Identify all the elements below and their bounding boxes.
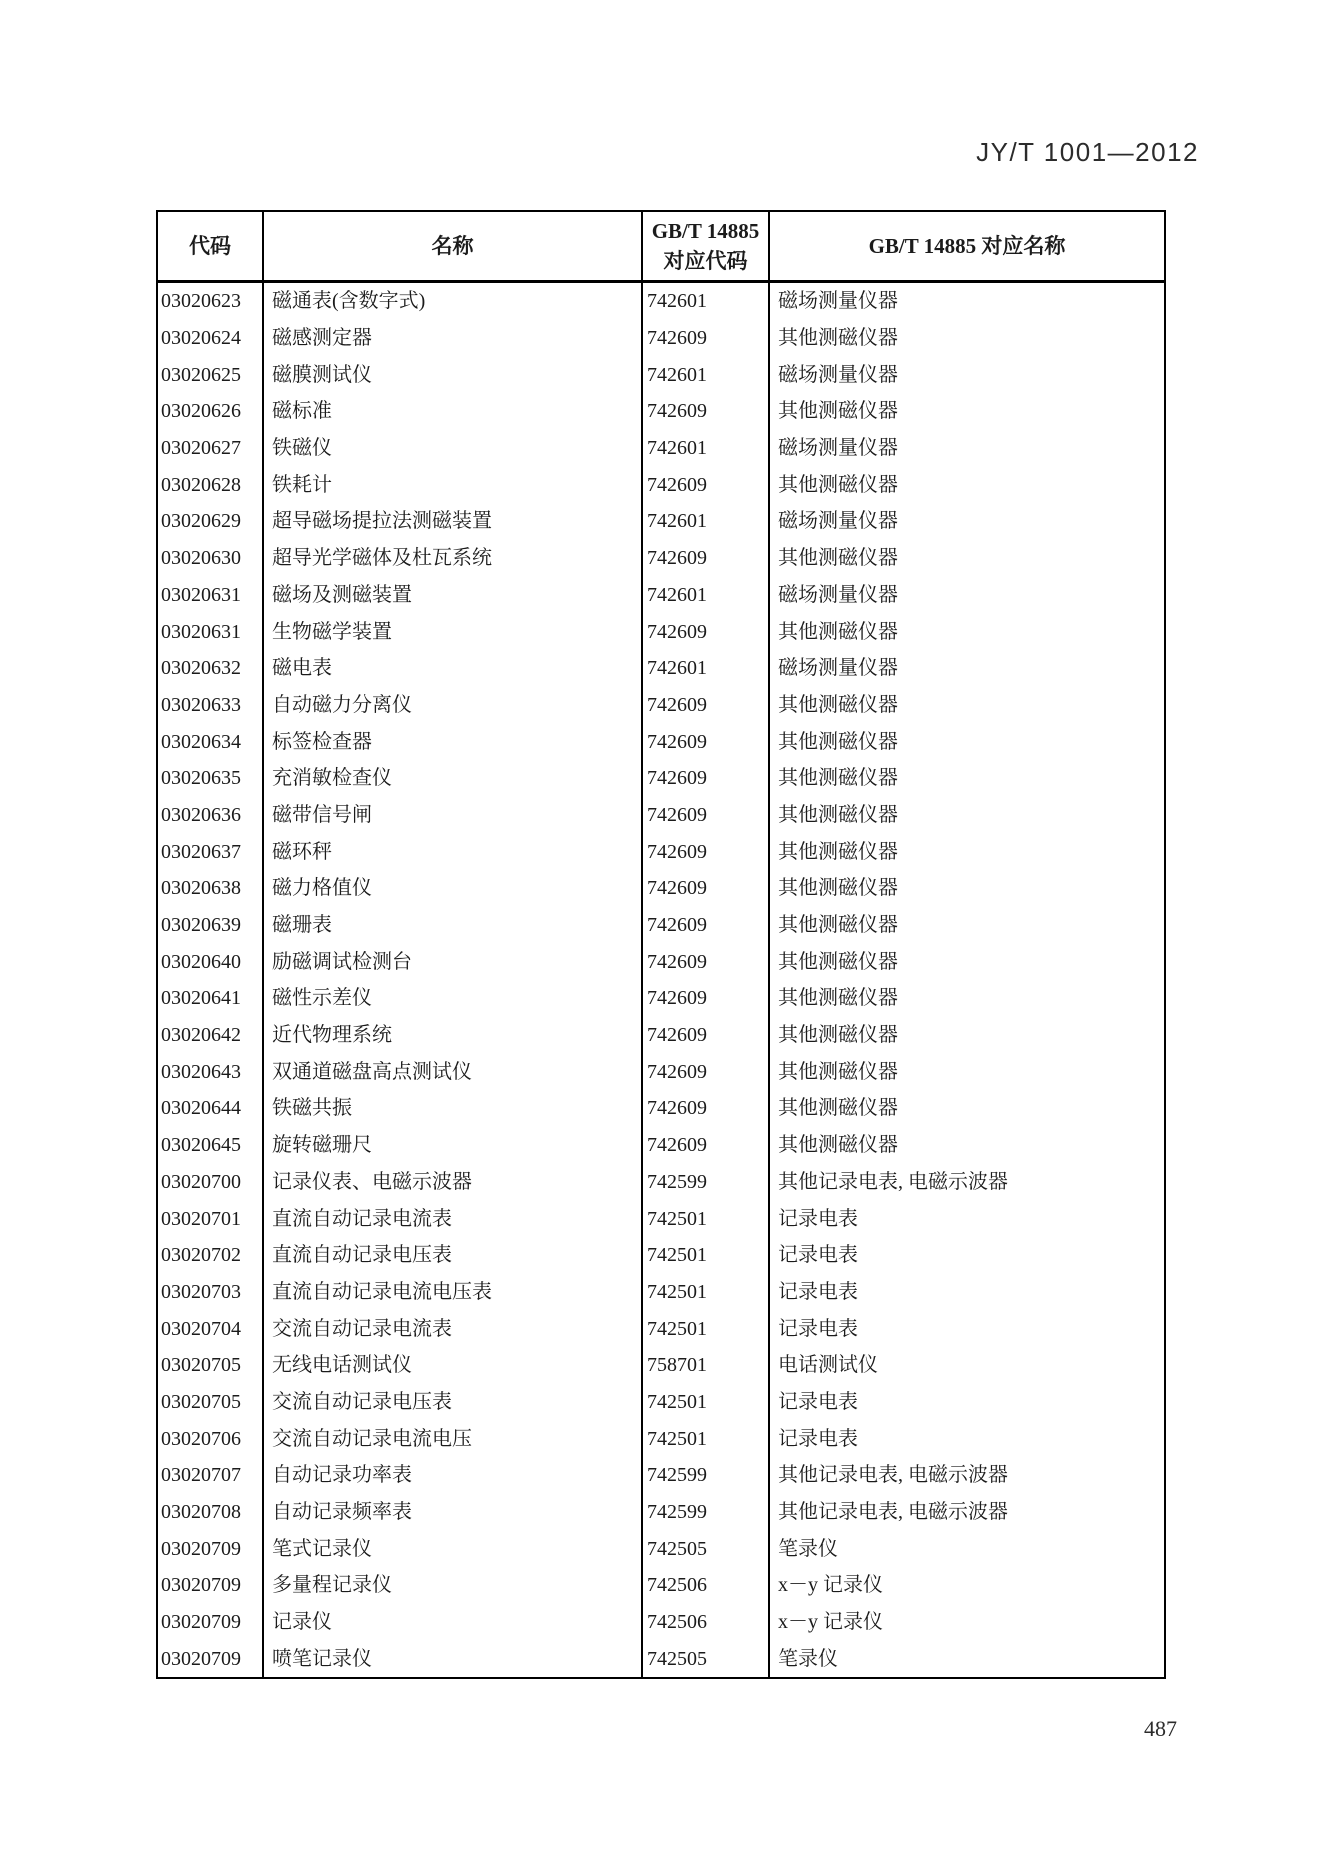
table-row [158, 1347, 1164, 1384]
table-row [158, 1384, 1164, 1421]
cell-gb-code: 742609 [643, 613, 770, 650]
table-row [158, 1090, 1164, 1127]
cell-name: 超导磁场提拉法测磁装置 [264, 503, 643, 540]
cell-gb-name: 记录电表 [778, 1244, 858, 1267]
cell-gb-name: 磁场测量仪器 [778, 510, 898, 533]
table-row [158, 540, 1164, 577]
cell-name: 磁环秤 [264, 833, 643, 870]
standard-number: JY/T 1001—2012 [976, 137, 1199, 167]
cell-name: 无线电话测试仪 [264, 1347, 643, 1384]
cell-code: 03020705 [158, 1384, 264, 1421]
table-row [158, 980, 1164, 1017]
cell-code: 03020705 [158, 1347, 264, 1384]
cell-gb-name: 其他测磁仪器 [778, 400, 898, 423]
cell-name: 铁磁共振 [264, 1090, 643, 1127]
cell-code: 03020703 [158, 1274, 264, 1311]
cell-code: 03020709 [158, 1567, 264, 1604]
cell-gb-code: 742501 [643, 1237, 770, 1274]
column-header-gb-name: GB/T 14885 对应名称 [868, 233, 1066, 258]
table-row [158, 503, 1164, 540]
cell-name: 充消敏检查仪 [264, 760, 643, 797]
cell-gb-code: 758701 [643, 1347, 770, 1384]
cell-gb-code: 742601 [643, 430, 770, 467]
cell-gb-name: 其他测磁仪器 [778, 1097, 898, 1120]
cell-gb-code: 742505 [643, 1530, 770, 1567]
cell-name: 自动记录功率表 [264, 1457, 643, 1494]
cell-name: 励磁调试检测台 [264, 943, 643, 980]
cell-gb-name: 其他测磁仪器 [778, 987, 898, 1010]
cell-gb-name: 其他测磁仪器 [778, 1024, 898, 1047]
cell-code: 03020700 [158, 1164, 264, 1201]
cell-code: 03020642 [158, 1017, 264, 1054]
table-row [158, 613, 1164, 650]
cell-gb-name: 其他测磁仪器 [778, 327, 898, 350]
table-row [158, 466, 1164, 503]
table-row [158, 1053, 1164, 1090]
table-row [158, 907, 1164, 944]
table-row [158, 687, 1164, 724]
cell-name: 多量程记录仪 [264, 1567, 643, 1604]
cell-gb-name: 磁场测量仪器 [778, 363, 898, 386]
cell-code: 03020624 [158, 320, 264, 357]
cell-code: 03020637 [158, 833, 264, 870]
cell-gb-name: 记录电表 [778, 1317, 858, 1340]
page-number: 487 [1144, 1716, 1177, 1741]
cell-gb-name: 其他测磁仪器 [778, 1134, 898, 1157]
cell-name: 磁场及测磁装置 [264, 577, 643, 614]
cell-code: 03020629 [158, 503, 264, 540]
cell-gb-code: 742501 [643, 1310, 770, 1347]
cell-code: 03020635 [158, 760, 264, 797]
column-header-gb-code-line1: GB/T 14885 [651, 218, 760, 243]
cell-name: 生物磁学装置 [264, 613, 643, 650]
cell-code: 03020631 [158, 613, 264, 650]
cell-gb-code: 742501 [643, 1420, 770, 1457]
table-row [158, 943, 1164, 980]
table-row [158, 833, 1164, 870]
cell-code: 03020702 [158, 1237, 264, 1274]
cell-code: 03020634 [158, 723, 264, 760]
cell-code: 03020701 [158, 1200, 264, 1237]
table-row [158, 1530, 1164, 1567]
cell-code: 03020704 [158, 1310, 264, 1347]
table-body [158, 283, 1164, 1677]
column-header-gb-code [643, 212, 770, 280]
cell-code: 03020632 [158, 650, 264, 687]
cell-code: 03020639 [158, 907, 264, 944]
cell-name: 笔式记录仪 [264, 1530, 643, 1567]
cell-code: 03020708 [158, 1494, 264, 1531]
cell-gb-name: 其他测磁仪器 [778, 840, 898, 863]
cell-name: 近代物理系统 [264, 1017, 643, 1054]
cell-code: 03020644 [158, 1090, 264, 1127]
cell-gb-name: 记录电表 [778, 1427, 858, 1450]
cell-gb-name: 其他测磁仪器 [778, 547, 898, 570]
table-header-row [158, 212, 1164, 283]
cell-name: 直流自动记录电流表 [264, 1200, 643, 1237]
cell-name: 磁带信号闸 [264, 797, 643, 834]
cell-code: 03020706 [158, 1420, 264, 1457]
table-row [158, 393, 1164, 430]
cell-code: 03020645 [158, 1127, 264, 1164]
cell-gb-name: 其他测磁仪器 [778, 1060, 898, 1083]
table-row [158, 320, 1164, 357]
table-row [158, 1237, 1164, 1274]
cell-gb-name: 磁场测量仪器 [778, 290, 898, 313]
cell-gb-code: 742601 [643, 283, 770, 320]
cell-gb-name: 笔录仪 [778, 1537, 838, 1560]
cell-gb-code: 742501 [643, 1384, 770, 1421]
table-row [158, 1127, 1164, 1164]
cell-gb-code: 742609 [643, 1017, 770, 1054]
cell-gb-code: 742601 [643, 577, 770, 614]
cell-name: 交流自动记录电流电压 [264, 1420, 643, 1457]
cell-name: 磁力格值仪 [264, 870, 643, 907]
cell-gb-code: 742609 [643, 723, 770, 760]
cell-name: 磁通表(含数字式) [264, 283, 643, 320]
cell-name: 磁感测定器 [264, 320, 643, 357]
cell-gb-code: 742609 [643, 1053, 770, 1090]
cell-name: 记录仪 [264, 1604, 643, 1641]
cell-gb-code: 742501 [643, 1200, 770, 1237]
cell-gb-name: 其他测磁仪器 [778, 914, 898, 937]
cell-code: 03020625 [158, 356, 264, 393]
cell-gb-code: 742601 [643, 650, 770, 687]
table-row [158, 1494, 1164, 1531]
table-row [158, 577, 1164, 614]
cell-code: 03020631 [158, 577, 264, 614]
cell-gb-name: 其他测磁仪器 [778, 730, 898, 753]
cell-gb-name: 磁场测量仪器 [778, 583, 898, 606]
table-row [158, 650, 1164, 687]
column-header-code: 代码 [158, 212, 264, 280]
cell-name: 超导光学磁体及杜瓦系统 [264, 540, 643, 577]
table-row [158, 870, 1164, 907]
table-row [158, 723, 1164, 760]
cell-gb-code: 742609 [643, 687, 770, 724]
cell-code: 03020709 [158, 1604, 264, 1641]
cell-name: 交流自动记录电流表 [264, 1310, 643, 1347]
table-row [158, 356, 1164, 393]
table-row [158, 760, 1164, 797]
cell-code: 03020707 [158, 1457, 264, 1494]
cell-gb-code: 742599 [643, 1494, 770, 1531]
table-row [158, 1640, 1164, 1677]
cell-code: 03020641 [158, 980, 264, 1017]
cell-gb-name: 记录电表 [778, 1280, 858, 1303]
table-row [158, 1274, 1164, 1311]
cell-gb-code: 742609 [643, 320, 770, 357]
cell-gb-name: 其他测磁仪器 [778, 693, 898, 716]
cell-gb-code: 742505 [643, 1640, 770, 1677]
cell-gb-code: 742506 [643, 1604, 770, 1641]
cell-name: 喷笔记录仪 [264, 1640, 643, 1677]
table-row [158, 797, 1164, 834]
cell-code: 03020643 [158, 1053, 264, 1090]
cell-gb-name: x－y 记录仪 [778, 1611, 883, 1634]
cell-gb-name: 其他测磁仪器 [778, 877, 898, 900]
cell-gb-code: 742609 [643, 1127, 770, 1164]
cell-gb-name: 记录电表 [778, 1207, 858, 1230]
cell-name: 记录仪表、电磁示波器 [264, 1164, 643, 1201]
cell-name: 磁性示差仪 [264, 980, 643, 1017]
cell-name: 直流自动记录电压表 [264, 1237, 643, 1274]
cell-gb-name: 其他测磁仪器 [778, 620, 898, 643]
cell-gb-name: x－y 记录仪 [778, 1574, 883, 1597]
cell-code: 03020638 [158, 870, 264, 907]
cell-gb-code: 742609 [643, 760, 770, 797]
cell-name: 铁磁仪 [264, 430, 643, 467]
cell-gb-code: 742609 [643, 907, 770, 944]
cell-gb-name: 其他记录电表, 电磁示波器 [778, 1464, 1008, 1487]
cell-gb-code: 742501 [643, 1274, 770, 1311]
cell-code: 03020627 [158, 430, 264, 467]
cell-code: 03020640 [158, 943, 264, 980]
cell-name: 铁耗计 [264, 466, 643, 503]
cell-code: 03020630 [158, 540, 264, 577]
cell-name: 自动记录频率表 [264, 1494, 643, 1531]
cell-gb-code: 742609 [643, 870, 770, 907]
table-row [158, 1200, 1164, 1237]
cell-gb-name: 磁场测量仪器 [778, 437, 898, 460]
cell-gb-code: 742609 [643, 540, 770, 577]
cell-name: 交流自动记录电压表 [264, 1384, 643, 1421]
cell-name: 旋转磁珊尺 [264, 1127, 643, 1164]
cell-gb-code: 742609 [643, 833, 770, 870]
cell-gb-code: 742599 [643, 1164, 770, 1201]
cell-gb-name: 其他测磁仪器 [778, 473, 898, 496]
cell-gb-name: 其他记录电表, 电磁示波器 [778, 1501, 1008, 1524]
table-row [158, 1310, 1164, 1347]
cell-gb-code: 742609 [643, 393, 770, 430]
cell-gb-code: 742599 [643, 1457, 770, 1494]
column-header-gb-code-line2: 对应代码 [663, 249, 748, 273]
cell-gb-code: 742609 [643, 797, 770, 834]
table-row [158, 1164, 1164, 1201]
cell-name: 直流自动记录电流电压表 [264, 1274, 643, 1311]
table-row [158, 1604, 1164, 1641]
cell-gb-name: 笔录仪 [778, 1647, 838, 1670]
cell-gb-name: 其他记录电表, 电磁示波器 [778, 1170, 1008, 1193]
cell-gb-code: 742601 [643, 356, 770, 393]
cell-code: 03020633 [158, 687, 264, 724]
cell-code: 03020626 [158, 393, 264, 430]
table-row [158, 430, 1164, 467]
cell-gb-code: 742609 [643, 466, 770, 503]
column-header-name: 名称 [264, 212, 643, 280]
cell-name: 磁标准 [264, 393, 643, 430]
cell-gb-code: 742609 [643, 1090, 770, 1127]
table-row [158, 1017, 1164, 1054]
cell-code: 03020636 [158, 797, 264, 834]
cell-name: 磁电表 [264, 650, 643, 687]
cell-gb-name: 记录电表 [778, 1390, 858, 1413]
cell-gb-name: 其他测磁仪器 [778, 803, 898, 826]
cell-name: 磁膜测试仪 [264, 356, 643, 393]
cell-name: 双通道磁盘高点测试仪 [264, 1053, 643, 1090]
cell-name: 自动磁力分离仪 [264, 687, 643, 724]
table-row [158, 283, 1164, 320]
code-mapping-table [156, 210, 1166, 1679]
cell-gb-name: 磁场测量仪器 [778, 657, 898, 680]
cell-code: 03020709 [158, 1530, 264, 1567]
cell-code: 03020623 [158, 283, 264, 320]
cell-gb-code: 742609 [643, 943, 770, 980]
table-row [158, 1420, 1164, 1457]
cell-gb-code: 742506 [643, 1567, 770, 1604]
cell-gb-name: 电话测试仪 [778, 1354, 878, 1377]
cell-code: 03020709 [158, 1640, 264, 1677]
cell-code: 03020628 [158, 466, 264, 503]
cell-gb-code: 742609 [643, 980, 770, 1017]
cell-gb-name: 其他测磁仪器 [778, 950, 898, 973]
table-row [158, 1567, 1164, 1604]
cell-name: 标签检查器 [264, 723, 643, 760]
cell-gb-name: 其他测磁仪器 [778, 767, 898, 790]
cell-gb-code: 742601 [643, 503, 770, 540]
cell-name: 磁珊表 [264, 907, 643, 944]
table-row [158, 1457, 1164, 1494]
